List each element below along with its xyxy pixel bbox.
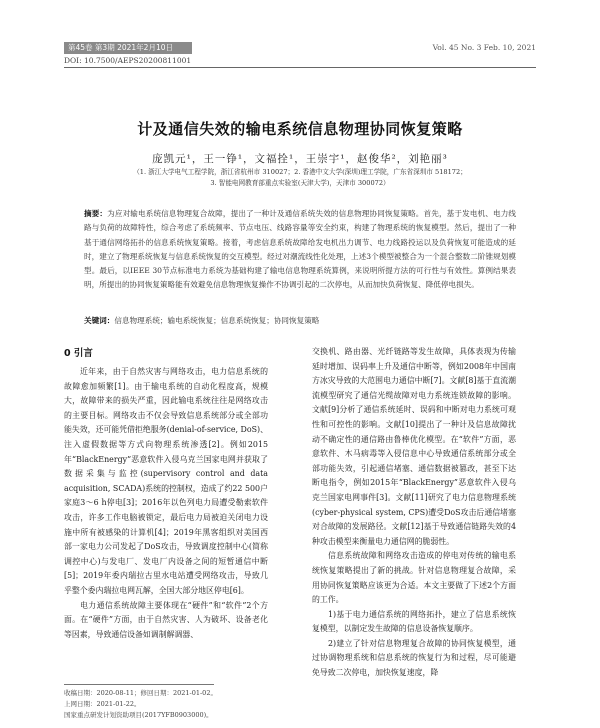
paragraph: 信息系统故障和网络攻击造成的停电对传统的输电系统恢复策略提出了新的挑战。针对信息物理复合故障，采用协同恢复策略应该更为合适。本文主要做了下述2个方面的工作。 xyxy=(312,551,516,605)
paragraph: 近年来，由于自然灾害与网络攻击，电力信息系统的故障愈加频繁[1]。由于输电系统的自动化程度高，规模大，故障带来的损失严重，因此输电系统往往是网络攻击的主要目标。网络攻击不仅会导致信息系统部分或全部功能失效，还可能凭借拒绝服务(denial-of-service, DoS)、注入虚假数据等方式向物理系统渗透[2]。例如2015年“BlackEnergy”恶意软件入侵乌克兰国家电网并获取了数据采集与监控(supervisory control and data acquisition, SCADA)系统的控制权，造成了约22 500户家庭3～6 h停电[3]；2016年以色列电力局遭受勒索软件攻击，许多工作电脑被锁定，最后电力局被迫关闭电力设施中所有被感染的计算机[4]；2019年黑客组织对美国西部一家电力公司发起了DoS攻击，导致调度控制中心(简称调控中心)与发电厂、发电厂内设备之间的短暂通信中断[5]；2019年委内瑞拉古里水电站遭受网络攻击，导致几乎整个委内瑞拉电网瓦解，全国大部分地区停电[6]。 xyxy=(64,367,268,595)
header-divider xyxy=(64,67,536,68)
author-list: 庞凯元¹，王一铮¹，文福拴¹，王崇宇¹，赵俊华²，刘艳丽³ xyxy=(152,153,448,165)
body-column-left xyxy=(64,345,268,642)
volume-info: Vol. 45 No. 3 Feb. 10, 2021 xyxy=(432,43,536,52)
footnote-received: 收稿日期：2020-08-11；修回日期：2021-01-02。 xyxy=(64,689,217,697)
keywords xyxy=(84,315,516,327)
abstract xyxy=(84,207,516,293)
abstract-label: 摘要： xyxy=(84,209,108,218)
keywords-label: 关键词： xyxy=(84,316,115,325)
affiliation-line-2: 3. 智能电网教育部重点实验室(天津大学)，天津市 300072） xyxy=(210,179,390,187)
paragraph: 交换机、路由器、光纤链路等发生故障，具体表现为传输延时增加、误码率上升及通信中断等，例如2008年中国南方冰灾导致的大范围电力通信中断[7]。文献[8]基于直流潮流模型研究了通信光缆故障对电力系统连锁故障的影响。文献[9]分析了通信系统延时、误码和中断对电力系统可观性和可控性的影响。文献[10]提出了一种计及信息故障扰动不确定性的通信路由鲁棒优化模型。在“软件”方面，恶意软件、木马病毒等入侵信息中心导致通信系统部分或全部功能失效，引起通信堵塞、通信数据被篡改，甚至下达断电指令，例如2015年“BlackEnergy”恶意软件入侵乌克兰国家电网事件[3]。文献[11]研究了电力信息物理系统(cyber-physical system, CPS)遭受DoS攻击后通信堵塞对合故障的发展路径。文献[12]基于导致通信链路失效的4种攻击模型来衡量电力通信网的脆弱性。 xyxy=(312,347,516,546)
list-item: 1)基于电力通信系统的网络拓扑，建立了信息系统恢复模型，以制定发生故障的信息设备恢复顺序。 xyxy=(312,609,516,634)
footnote-funding: 国家重点研发计划资助项目(2017YFB0903000)。 xyxy=(64,711,213,719)
abstract-text: 为应对输电系统信息物理复合故障，提出了一种计及通信系统失效的信息物理协同恢复策略。首先，基于发电机、电力线路与负荷的故障特性，综合考虑了系统频率、节点电压、线路容量等安全约束，构建了物理系统的恢复模型。然后，提出了一种基于通信网络拓扑的信息系统恢复策略。接着，考虑信息系统故障给发电机出力调节、电力线路投运以及负荷恢复可能造成的延时，建立了物理系统恢复与信息系统恢复的交互模型。经过对潮流线性化处理，上述3个模型被整合为一个混合整数二阶锥规划模型。最后，以IEEE 30节点标准电力系统为基础构建了输电信息物理系统算例，来说明所提方法的可行性与有效性。算例结果表明，所提出的协同恢复策略能有效避免信息物理恢复操作不协调引起的二次停电，从而加快负荷恢复、降低停电损失。 xyxy=(84,209,517,290)
issue-badge: 第45卷 第3期 2021年2月10日 xyxy=(64,42,192,54)
affiliation-line-1: （1. 浙江大学电气工程学院，浙江省杭州市 310027；2. 香港中文大学(深圳)理工学院，广东省深圳市 518172； xyxy=(133,168,467,176)
section-heading-introduction: 0 引言 xyxy=(64,348,93,359)
footnote-online: 上网日期：2021-01-22。 xyxy=(64,700,141,708)
paper-title: 计及通信失效的输电系统信息物理协同恢复策略 xyxy=(137,120,463,138)
list-item: 2)建立了针对信息物理复合故障的协同恢复模型，通过协调物理系统和信息系统的恢复行为和过程，尽可能避免导致二次停电，加快恢复速度，降 xyxy=(312,638,516,678)
keywords-text: 信息物理系统；输电系统恢复；信息系统恢复；协同恢复策略 xyxy=(114,316,320,325)
paragraph: 电力通信系统故障主要体现在“硬件”和“软件”2个方面。在“硬件”方面，由于自然灾害、人为破坏、设备老化等因素，导致通信设备如调制解调器、 xyxy=(64,600,268,639)
body-column-right xyxy=(312,345,516,681)
doi[interactable]: DOI: 10.7500/AEPS20200811001 xyxy=(64,56,192,65)
footnote-divider xyxy=(64,684,214,685)
